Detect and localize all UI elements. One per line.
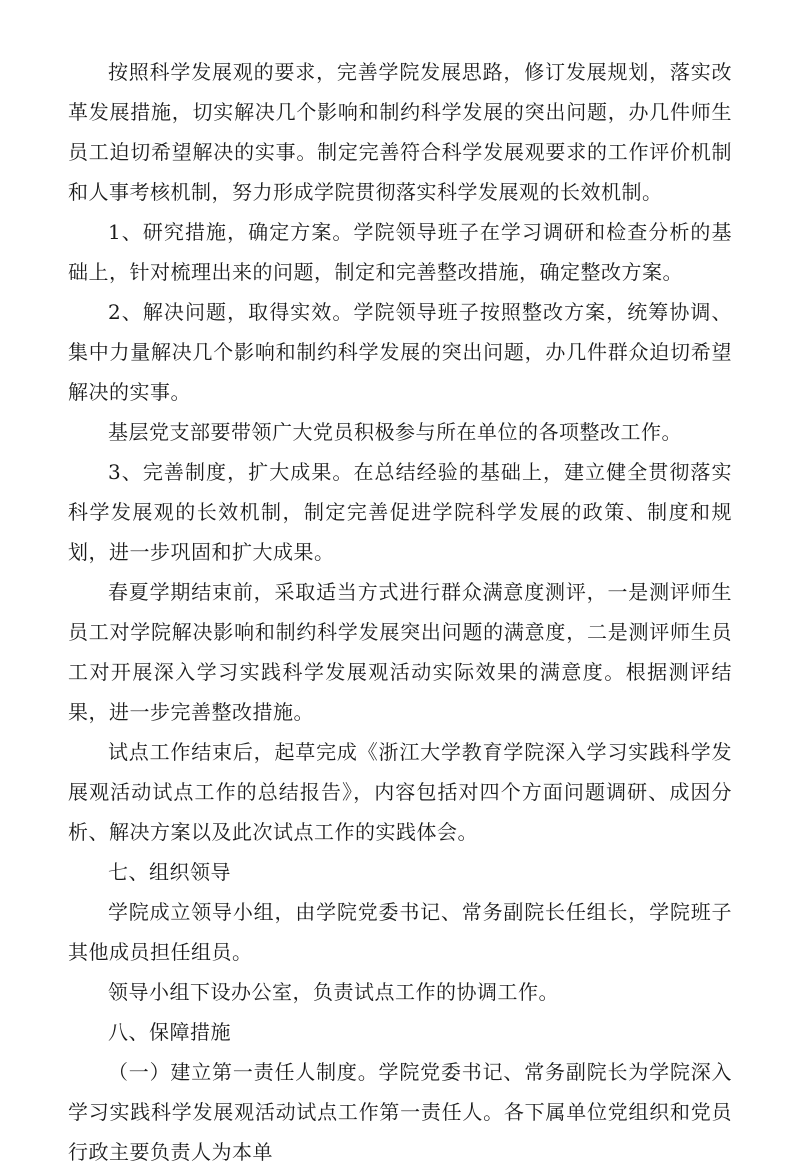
paragraph-summary-report: 试点工作结束后，起草完成《浙江大学教育学院深入学习实践科学发展观活动试点工作的总结报告》，内容包括对四个方面问题调研、成因分析、解决方案以及此次试点工作的实践体会。 — [68, 740, 732, 844]
paragraph-branch-rectification: 基层党支部要带领广大党员积极参与所在单位的各项整改工作。 — [108, 420, 682, 444]
paragraph-office: 领导小组下设办公室，负责试点工作的协调工作。 — [108, 980, 559, 1004]
paragraph-satisfaction-survey: 春夏学期结束前，采取适当方式进行群众满意度测评，一是测评师生员工对学院解决影响和制约科学发展突出问题的满意度，二是测评师生员工对开展深入学习实践科学发展观活动实际效果的满意度。根据测评结果，进一步完善整改措施。 — [68, 580, 732, 724]
paragraph-responsibility-system: （一）建立第一责任人制度。学院党委书记、常务副院长为学院深入学习实践科学发展观活动试点工作第一责任人。各下属单位党组织和党员行政主要负责人为本单 — [68, 1060, 732, 1164]
paragraph-step-3: 3、完善制度，扩大成果。在总结经验的基础上，建立健全贯彻落实科学发展观的长效机制，制定完善促进学院科学发展的政策、制度和规划，进一步巩固和扩大成果。 — [68, 460, 732, 564]
section-heading-organization: 七、组织领导 — [108, 860, 231, 884]
paragraph-leading-group: 学院成立领导小组，由学院党委书记、常务副院长任组长，学院班子其他成员担任组员。 — [68, 900, 732, 964]
paragraph-goals: 按照科学发展观的要求，完善学院发展思路，修订发展规划，落实改革发展措施，切实解决几个影响和制约科学发展的突出问题，办几件师生员工迫切希望解决的实事。制定完善符合科学发展观要求的工作评价机制和人事考核机制，努力形成学院贯彻落实科学发展观的长效机制。 — [68, 60, 732, 204]
paragraph-step-1: 1、研究措施，确定方案。学院领导班子在学习调研和检查分析的基础上，针对梳理出来的问题，制定和完善整改措施，确定整改方案。 — [68, 220, 732, 284]
section-heading-safeguards: 八、保障措施 — [108, 1020, 231, 1044]
paragraph-step-2: 2、解决问题，取得实效。学院领导班子按照整改方案，统筹协调、集中力量解决几个影响和制约科学发展的突出问题，办几件群众迫切希望解决的实事。 — [68, 300, 732, 404]
document-body — [68, 52, 732, 1172]
